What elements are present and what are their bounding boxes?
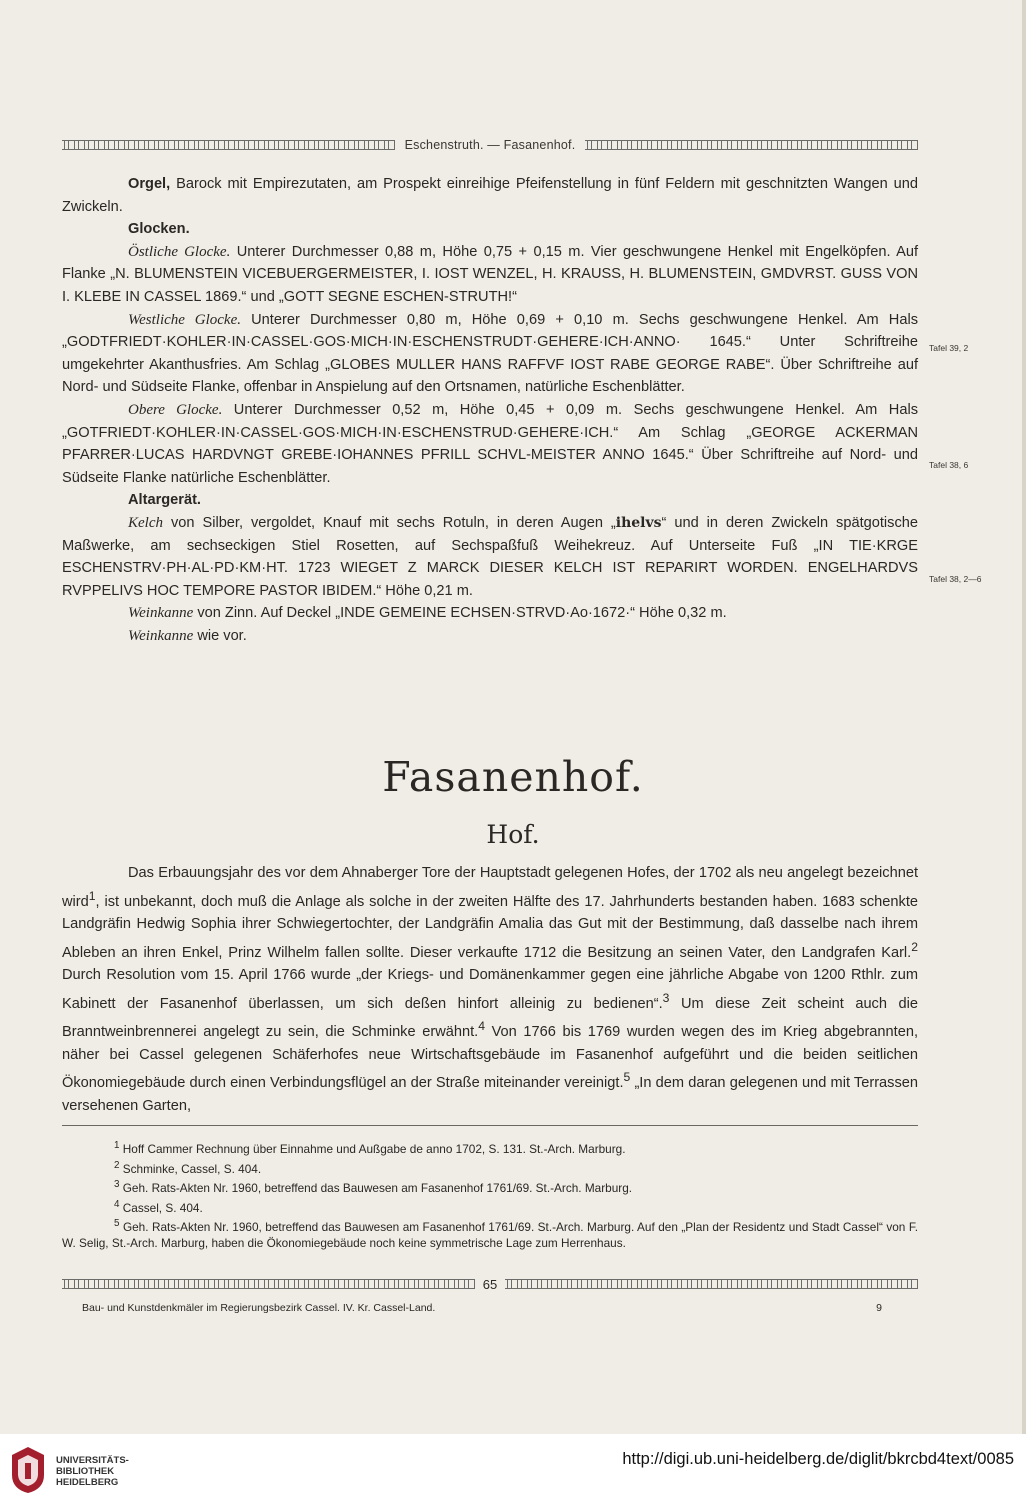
bell-upper-text: Unterer Durchmesser 0,52 m, Höhe 0,45 + 0,09 m. Sechs geschwungene Henkel. Am Hals „GOTFRIEDT·KOHLER·IN·CASSEL·GOS·MICH·IN·ESCHENSTRUD·GEHERE·ICH.“ Am Schlag „GEORGE ACKERMAN PFARRER·LUCAS HARDVNGT GREBE·IOHANNES PFRILL SCHVL-MEISTER ANNO 1645.“ Über Schriftreihe auf Nord- und Südseite Flanke natürliche Eschenblätter. [62,401,918,486]
bell-upper-label: Obere Glocke. [128,401,223,418]
heading-altargeraet: Altargerät. [128,492,201,509]
bell-west-text: Unterer Durchmesser 0,80 m, Höhe 0,69 + 0,10 m. Sechs geschwungene Henkel. Am Hals „GODTFRIEDT·KOHLER·IN·CASSEL·GOS·MICH·IN·ESCHENSTRUDT·GEHERE·ICH·ANNO· 1645.“ Unter Schriftreihe umgekehrter Akanthusfries. Am Schlag „GLOBES MULLER HANS RAFFVF IOST RABE GEORGE RABE“. Über Schriftreihe auf Nord- und Südseite Flanke, offenbar in Anspielung auf den Ortsnamen, natürliche Eschenblätter. [62,311,918,396]
paragraph-bell-east [62,241,918,309]
margin-note: Tafel 38, 6 [929,460,969,470]
footnote-text: Cassel, S. 404. [122,1200,203,1215]
library-seal-icon [8,1445,48,1495]
section-subtitle: Hof. [486,820,540,849]
paragraph-bell-upper [62,399,918,489]
footnote-number: 3 [114,1179,120,1191]
kelch-text-a: von Silber, vergoldet, Knauf mit sechs Rotuln, in deren Augen „ [163,514,616,531]
paragraph-weinkanne-1 [62,602,918,625]
source-url[interactable]: http://digi.ub.uni-heidelberg.de/diglit/bkrcbd4text/0085 [622,1450,1014,1468]
footnote-number: 1 [114,1140,120,1151]
weinkanne-2-label: Weinkanne [128,627,194,644]
footnote-ref: 2 [911,939,918,954]
paragraph-bell-west [62,309,918,399]
bell-east-label: Östliche Glocke. [128,243,231,260]
footnote-number: 5 [114,1218,120,1230]
imprint-line [82,1302,882,1314]
footnote-ref: 3 [662,990,670,1005]
ornament-left [62,1279,475,1289]
page-edge [1022,0,1026,1440]
footnote-number: 2 [114,1159,120,1171]
kelch-fraktur-inscription: ihelvs [615,514,662,531]
footnotes [62,1138,918,1251]
footnote-item [62,1138,918,1158]
paragraph-hof [62,862,918,1117]
orgel-text: Barock mit Empirezutaten, am Prospekt einreihige Pfeifenstellung in fünf Feldern mit geschnitzten Wangen und Zwickeln. [62,176,918,215]
kelch-label: Kelch [128,514,163,531]
footnote-text: Geh. Rats-Akten Nr. 1960, betreffend das Bauwesen am Fasanenhof 1761/69. St.-Arch. Marburg. [122,1180,633,1195]
library-name-line: UNIVERSITÄTS- [56,1455,129,1466]
paragraph-weinkanne-2 [62,625,918,648]
library-name [56,1455,129,1488]
hof-text-f: „In dem daran gelegenen und mit Terrassen versehenen Garten, [62,1075,918,1114]
running-head-text: Eschenstruth. — Fasanenhof. [404,138,576,152]
body-text-top [62,173,918,647]
hof-text-e: Von 1766 bis 1769 wurden wegen des im Krieg abgebrannten, näher bei Cassel gelegenen Schäferhofes neue Wirtschaftsgebäude im Fasanenhof aufgeführt und die beiden seitlichen Ökonomiegebäude durch einen Verbindungsflügel an der Straße miteinander vereinigt. [62,1024,918,1092]
footnote-ref: 1 [88,888,96,903]
footnote-item [62,1197,918,1217]
signature-mark: 9 [876,1302,882,1314]
kelch-text-b: “ und in deren Zwickeln spätgotische Maßwerke, am sechseckigen Stiel Rosetten, auf Sechspaßfuß Weihekreuz. Auf Unterseite Fuß „IN TIE·KRGE ESCHENSTRV·PH·AL·PD·KM·HT. 1723 WIEGET Z MARCK DIESER KELCH IST REPARIRT WORDEN. ENGELHARDVS RVPPELIVS HOC TEMPORE PASTOR IBIDEM.“ Höhe 0,21 m. [62,514,918,599]
footnote-text: Schminke, Cassel, S. 404. [122,1161,262,1176]
footnote-text: Hoff Cammer Rechnung über Einnahme und Außgabe de anno 1702, S. 131. St.-Arch. Marburg. [122,1141,626,1156]
bell-west-label: Westliche Glocke. [128,311,241,328]
footnote-ref: 4 [478,1019,485,1034]
footnote-item [62,1216,918,1251]
footnote-number: 4 [114,1198,120,1210]
hof-text-b: , ist unbekannt, doch muß die Anlage als solche in der zweiten Hälfte des 17. Jahrhunderts bestanden haben. 1683 schenkte Landgräfin Hedwig Sophia ihrer Schwiegertochter, der Landgräfin Amalia das Gut mit der Bestimmung, daß dasselbe nach ihrem Ableben an ihren Enkel, Prinz Wilhelm fallen sollte. Dieser verkaufte 1712 die Besitzung an seinen Vater, den Landgrafen Karl. [62,893,918,961]
ornament-right [585,140,918,150]
running-head [62,137,918,153]
page-number-bar [62,1276,918,1292]
paragraph-orgel [62,173,918,218]
footnote-item [62,1177,918,1197]
section-title: Fasanenhof. [382,753,644,801]
ornament-right [505,1279,918,1289]
weinkanne-1-label: Weinkanne [128,605,194,622]
weinkanne-1-text: von Zinn. Auf Deckel „INDE GEMEINE ECHSEN·STRVD·Ao·1672·“ Höhe 0,32 m. [193,605,727,622]
footnote-item [62,1158,918,1178]
library-name-line: BIBLIOTHEK [56,1466,115,1477]
hof-text-d: Um diese Zeit scheint auch die Branntweinbrennerei angelegt zu sein, die Schminke erwähnt. [62,995,918,1040]
body-text-hof [62,862,918,1117]
weinkanne-2-text: wie vor. [193,627,247,644]
hof-text-c: Durch Resolution vom 15. April 1766 wurde „der Kriegs- und Domänenkammer gegen eine jährliche Abgabe von 1200 Rthlr. zum Kabinett der Fasanenhof überlassen, um sich deßen hinfort alleinig zu bedienen“. [62,967,918,1012]
library-name-line: HEIDELBERG [56,1477,119,1488]
margin-note: Tafel 38, 2—6 [929,574,982,584]
bell-east-text: Unterer Durchmesser 0,88 m, Höhe 0,75 + 0,15 m. Vier geschwungene Henkel mit Engelköpfen. Auf Flanke „N. BLUMENSTEIN VICEBUERGERMEISTER, I. IOST WENZEL, H. KRAUSS, H. BLUMENSTEIN, GMDVRST. GUSS VON I. KLEBE IN CASSEL 1869.“ und „GOTT SEGNE ESCHEN-STRUTH!“ [62,243,919,305]
hof-text-a: Das Erbauungsjahr des vor dem Ahnaberger Tore der Hauptstadt gelegenen Hofes, der 1702 als neu angelegt bezeichnet wird [62,865,918,910]
imprint-text: Bau- und Kunstdenkmäler im Regierungsbezirk Cassel. IV. Kr. Cassel-Land. [82,1302,436,1314]
paragraph-kelch [62,512,918,602]
library-footer [0,1434,1026,1510]
orgel-label: Orgel, [128,176,171,192]
footnote-rule [62,1125,918,1126]
footnote-text: Geh. Rats-Akten Nr. 1960, betreffend das Bauwesen am Fasanenhof 1761/69. St.-Arch. Marburg. Auf den „Plan der Residentz und Stadt Cassel“ von F. W. Selig, St.-Arch. Marburg, haben die Ökonomiegebäude noch keine symmetrische Lage zum Herrenhaus. [62,1219,919,1250]
page-number: 65 [482,1276,498,1292]
ornament-left [62,140,395,150]
margin-note: Tafel 39, 2 [929,343,969,353]
footnote-ref: 5 [623,1070,631,1085]
heading-glocken: Glocken. [128,221,190,238]
